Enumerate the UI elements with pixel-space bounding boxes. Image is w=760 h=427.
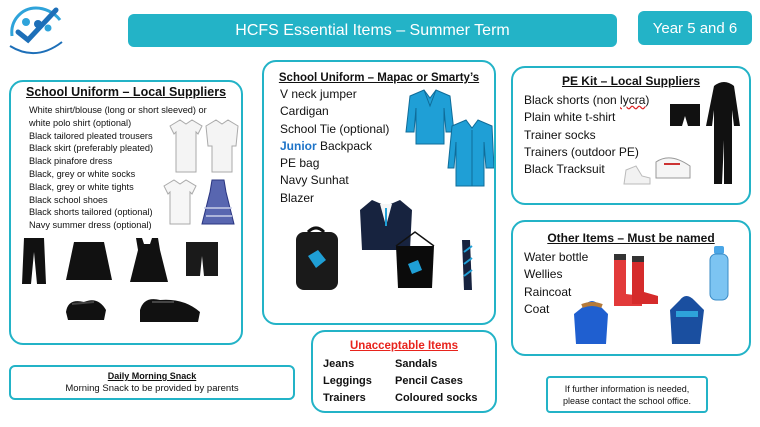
list-item: Black, grey or white tights	[29, 181, 134, 192]
list-item: Blazer	[280, 190, 315, 205]
pe-kit-heading: PE Kit – Local Suppliers	[561, 74, 701, 88]
jumper-and-cardigan-image	[398, 88, 494, 190]
contact-panel	[546, 376, 708, 413]
pe-kit-image	[614, 80, 748, 190]
school-shoes-image	[64, 290, 204, 330]
list-item: Trainers (outdoor PE)	[524, 144, 639, 159]
list-item: Black skirt (preferably pleated)	[29, 143, 154, 154]
list-item: Black pinafore dress	[29, 156, 113, 167]
page-title-banner	[128, 14, 617, 47]
contact-line-1: If further information is needed,	[564, 384, 690, 394]
uniform-local-heading: School Uniform – Local Suppliers	[25, 85, 227, 99]
unacceptable-list	[323, 356, 495, 407]
white-shirts-image	[164, 116, 242, 176]
uniform-mapac-heading: School Uniform – Mapac or Smarty’s	[278, 72, 480, 84]
list-item: Navy summer dress (optional)	[29, 220, 152, 231]
list-item: School Tie (optional)	[280, 121, 390, 136]
list-item: Black Tracksuit	[524, 162, 605, 177]
list-item: Navy Sunhat	[280, 173, 349, 188]
black-uniform-items-image	[20, 236, 220, 286]
snack-heading: Daily Morning Snack	[107, 371, 197, 381]
polo-and-dress-image	[160, 178, 240, 228]
list-item: Jeans	[323, 358, 355, 370]
list-item: Cardigan	[280, 104, 329, 119]
page-title: HCFS Essential Items – Summer Term	[235, 21, 510, 39]
list-item: Water bottle	[524, 250, 589, 264]
school-logo	[4, 2, 68, 62]
list-item: Coat	[524, 301, 550, 316]
list-item: Black shorts tailored (optional)	[29, 207, 153, 218]
year-label: Year 5 and 6	[652, 19, 738, 37]
year-badge	[638, 11, 752, 45]
list-item: Trainers	[323, 392, 366, 404]
list-item: Trainer socks	[524, 127, 596, 142]
bags-and-tie-image	[294, 226, 484, 294]
list-item: Coloured socks	[395, 392, 478, 404]
list-item: Leggings	[323, 375, 372, 387]
shorts-text: Black shorts (non	[524, 93, 621, 107]
snack-panel	[9, 365, 295, 400]
list-item: PE bag	[280, 156, 320, 171]
list-item: Black school shoes	[29, 194, 108, 205]
list-item: V neck jumper	[280, 87, 357, 101]
junior-label: Junior	[280, 138, 317, 153]
list-item: Plain white t-shirt	[524, 110, 616, 125]
backpack-label: Backpack	[316, 138, 373, 153]
snack-text: Morning Snack to be provided by parents	[65, 383, 239, 394]
list-item: Wellies	[524, 267, 563, 282]
lycra-word: lycra	[620, 93, 646, 107]
other-items-heading: Other Items – Must be named	[547, 231, 715, 245]
list-item: Black, grey or white socks	[29, 168, 136, 179]
shorts-suffix: )	[645, 93, 650, 107]
list-item: Raincoat	[524, 284, 572, 299]
list-item: white polo shirt (optional)	[29, 117, 132, 128]
list-item: Sandals	[395, 358, 438, 370]
unacceptable-panel	[311, 330, 497, 413]
other-items-image	[562, 244, 748, 354]
list-item: Black tailored pleated trousers	[29, 130, 153, 141]
contact-line-2: please contact the school office.	[563, 396, 691, 406]
unacceptable-heading: Unacceptable Items	[349, 340, 458, 352]
list-item: White shirt/blouse (long or short sleeved) or	[29, 105, 207, 115]
list-item: Pencil Cases	[395, 375, 463, 387]
